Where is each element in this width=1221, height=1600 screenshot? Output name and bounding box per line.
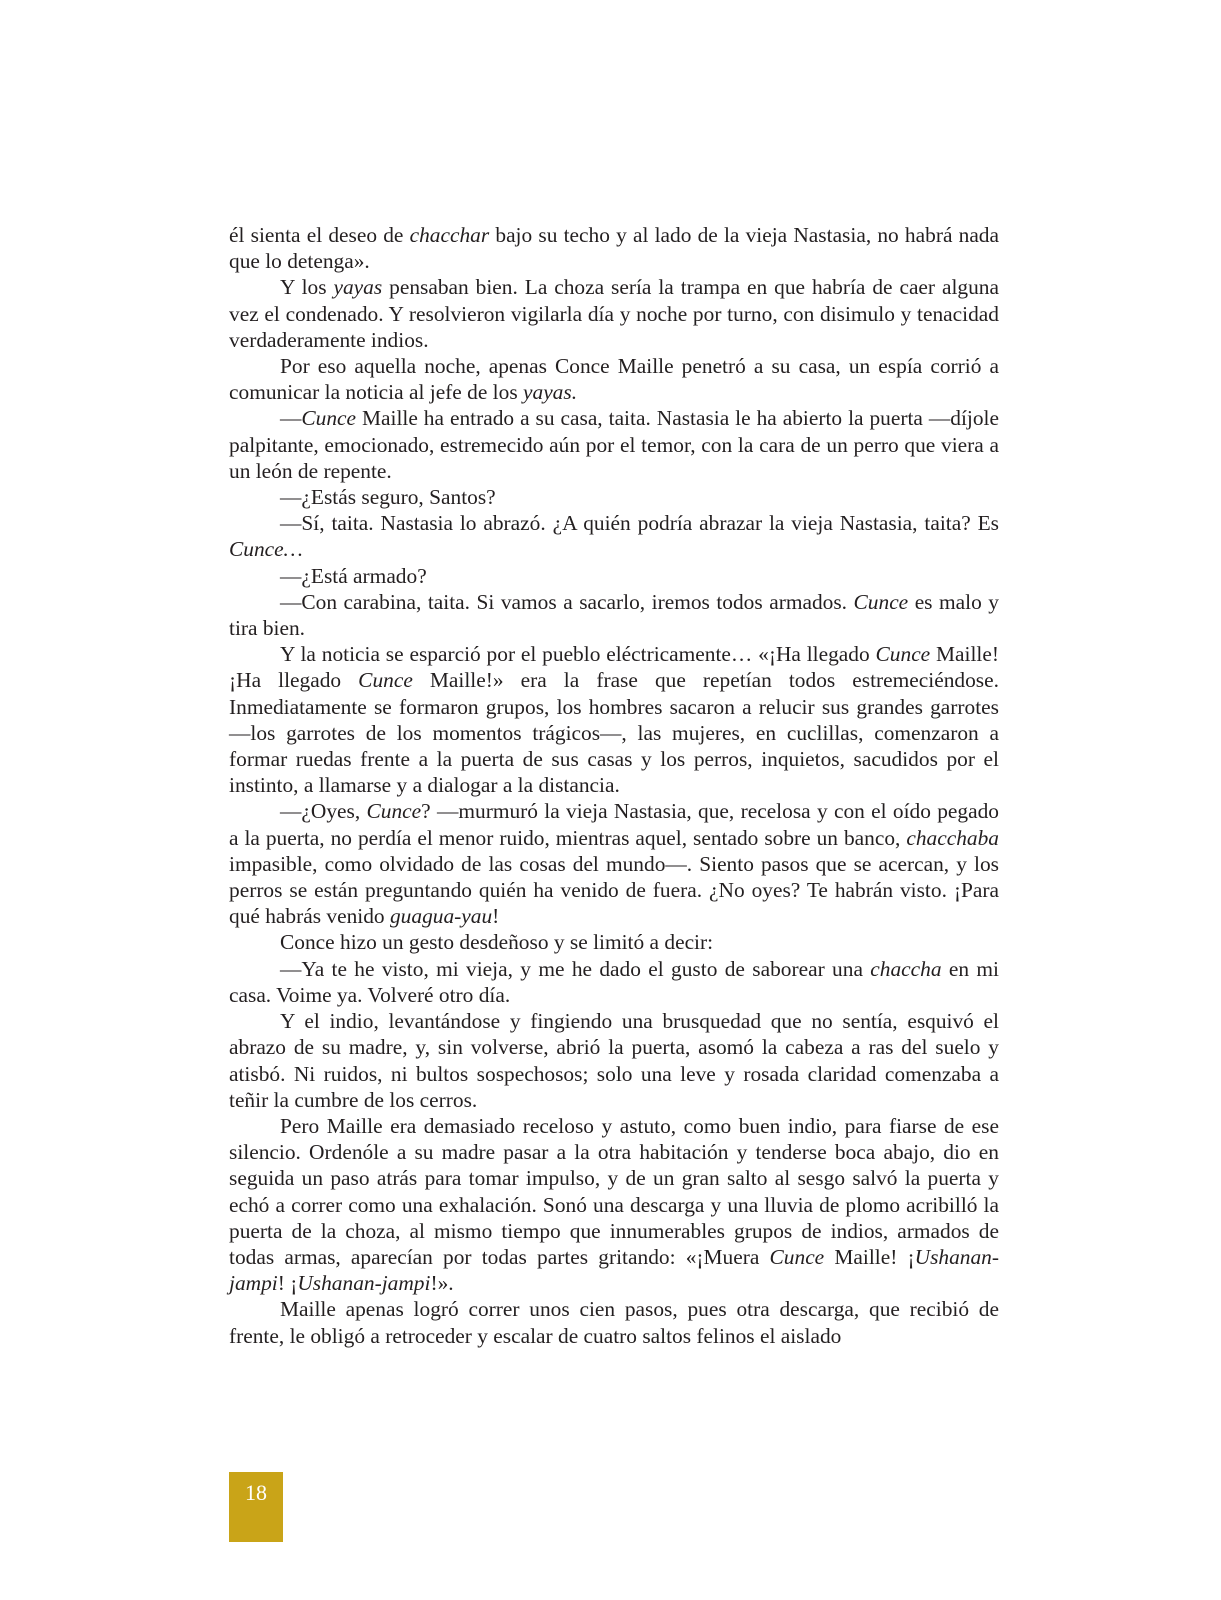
text-run: Pero Maille era demasiado receloso y astuto, como buen indio, para fiarse de ese silencio. Ordenóle a su madre pasar a la otra habitación y tenderse boca abajo, dio en seguida un paso atrás para tomar impulso, y de un gran salto al sesgo salvó la puerta y echó a correr como una exhalación. Sonó una descarga y una lluvia de plomo acribilló la puerta de la choza, al mismo tiempo que innumerables grupos de indios, armados de todas armas, aparecían por todas partes gritando: «¡Muera [229, 1113, 999, 1269]
italic-text: chacchar [409, 223, 490, 247]
text-run: impasible, como olvidado de las cosas del mundo—. Siento pasos que se acercan, y los perros se están preguntando quién ha venido de fuera. ¿No oyes? Te habrán visto. ¡Para qué habrás venido [229, 851, 999, 929]
italic-text: Cunce [358, 668, 413, 693]
text-run: en mi casa. Voime ya. Volveré otro día. [229, 956, 999, 1007]
paragraph [229, 641, 999, 798]
italic-text: chaccha [870, 956, 942, 981]
text-run: —¿Está armado? [280, 563, 427, 588]
italic-text: guagua-yau [389, 904, 493, 929]
page-number-box [229, 1472, 283, 1542]
text-run: Maille!» era la frase que repetían todos estremeciéndose. Inmediatamente se formaron grupos, los hombres sacaron a relucir sus grandes garrotes —los garrotes de los momentos trágicos—, las mujeres, en cuclillas, comenzaron a formar ruedas frente a la puerta de sus casas y los perros, inquietos, sacudidos por el instinto, a llamarse y a dialogar a la distancia. [229, 668, 999, 798]
italic-text: Ushanan-jampi [297, 1271, 431, 1296]
text-run: Maille! ¡ [824, 1244, 915, 1269]
italic-text: Cunce [366, 799, 422, 824]
italic-text: Cunce… [229, 537, 303, 562]
text-run: bajo su techo y al lado de la vieja Nastasia, no habrá nada que lo detenga». [229, 223, 999, 274]
paragraph [229, 510, 999, 562]
text-run: Maille! ¡Ha llegado [229, 642, 999, 693]
text-run: ! [492, 904, 500, 929]
italic-text: yayas. [523, 380, 578, 405]
paragraph [229, 1008, 999, 1113]
text-run: — [280, 406, 302, 431]
text-run: ! ¡ [277, 1271, 298, 1296]
paragraph [229, 589, 999, 641]
text-run: Maille apenas logró correr unos cien pasos, pues otra descarga, que recibió de frente, le obligó a retroceder y escalar de cuatro saltos felinos el aislado [229, 1297, 999, 1348]
text-run: —Con carabina, taita. Si vamos a sacarlo, iremos todos armados. [280, 589, 854, 614]
paragraph [229, 956, 999, 1008]
text-run: es malo y tira bien. [229, 589, 999, 641]
italic-text: Ushanan-jampi [229, 1244, 999, 1296]
paragraph [229, 484, 999, 510]
paragraph [229, 929, 999, 955]
text-run: —¿Estás seguro, Santos? [280, 485, 496, 510]
paragraph [229, 353, 999, 405]
text-run: !». [430, 1271, 454, 1296]
page-number: 18 [245, 1480, 267, 1505]
text-run: pensaban bien. La choza sería la trampa en que habría de caer alguna vez el condenado. Y resolvieron vigilarla día y noche por turno, con disimulo y tenacidad verdaderamente indios. [229, 275, 999, 352]
text-run: —Ya te he visto, mi vieja, y me he dado el gusto de saborear una [280, 956, 871, 981]
text-run: Y el indio, levantándose y fingiendo una brusquedad que no sentía, esquivó el abrazo de su madre, y, sin volverse, abrió la puerta, asomó la cabeza a ras del suelo y atisbó. Ni ruidos, ni bultos sospechosos; solo una leve y rosada claridad comenzaba a teñir la cumbre de los cerros. [229, 1009, 999, 1112]
text-run: Maille ha entrado a su casa, taita. Nastasia le ha abierto la puerta —díjole palpitante, emocionado, estremecido aún por el temor, con la cara de un perro que viera a un león de repente. [229, 406, 999, 483]
paragraph [229, 405, 999, 484]
italic-text: yayas [333, 275, 383, 300]
paragraph [229, 563, 999, 589]
text-run: ? —murmuró la vieja Nastasia, que, recelosa y con el oído pegado a la puerta, no perdía el menor ruido, mientras aquel, sentado sobre un banco, [229, 799, 1000, 850]
text-run: —¿Oyes, [280, 799, 367, 824]
paragraph [229, 798, 999, 929]
text-run: —Sí, taita. Nastasia lo abrazó. ¿A quién podría abrazar la vieja Nastasia, taita? Es [280, 511, 999, 536]
italic-text: chacchaba [906, 825, 999, 850]
paragraph [229, 274, 999, 353]
italic-text: Cunce [853, 589, 909, 614]
text-run: Conce hizo un gesto desdeñoso y se limitó a decir: [280, 930, 714, 955]
paragraph [229, 1296, 999, 1348]
text-run: Y los [280, 275, 334, 300]
paragraph [229, 1113, 999, 1296]
text-run: él sienta el deseo de [229, 223, 410, 247]
italic-text: Cunce [301, 406, 357, 431]
text-run: Y la noticia se esparció por el pueblo eléctricamente… «¡Ha llegado [280, 642, 876, 667]
body-text [229, 222, 999, 1349]
text-run: Por eso aquella noche, apenas Conce Maille penetró a su casa, un espía corrió a comunicar la noticia al jefe de los [229, 354, 999, 405]
italic-text: Cunce [769, 1244, 825, 1269]
paragraph [229, 222, 999, 274]
italic-text: Cunce [875, 642, 931, 667]
